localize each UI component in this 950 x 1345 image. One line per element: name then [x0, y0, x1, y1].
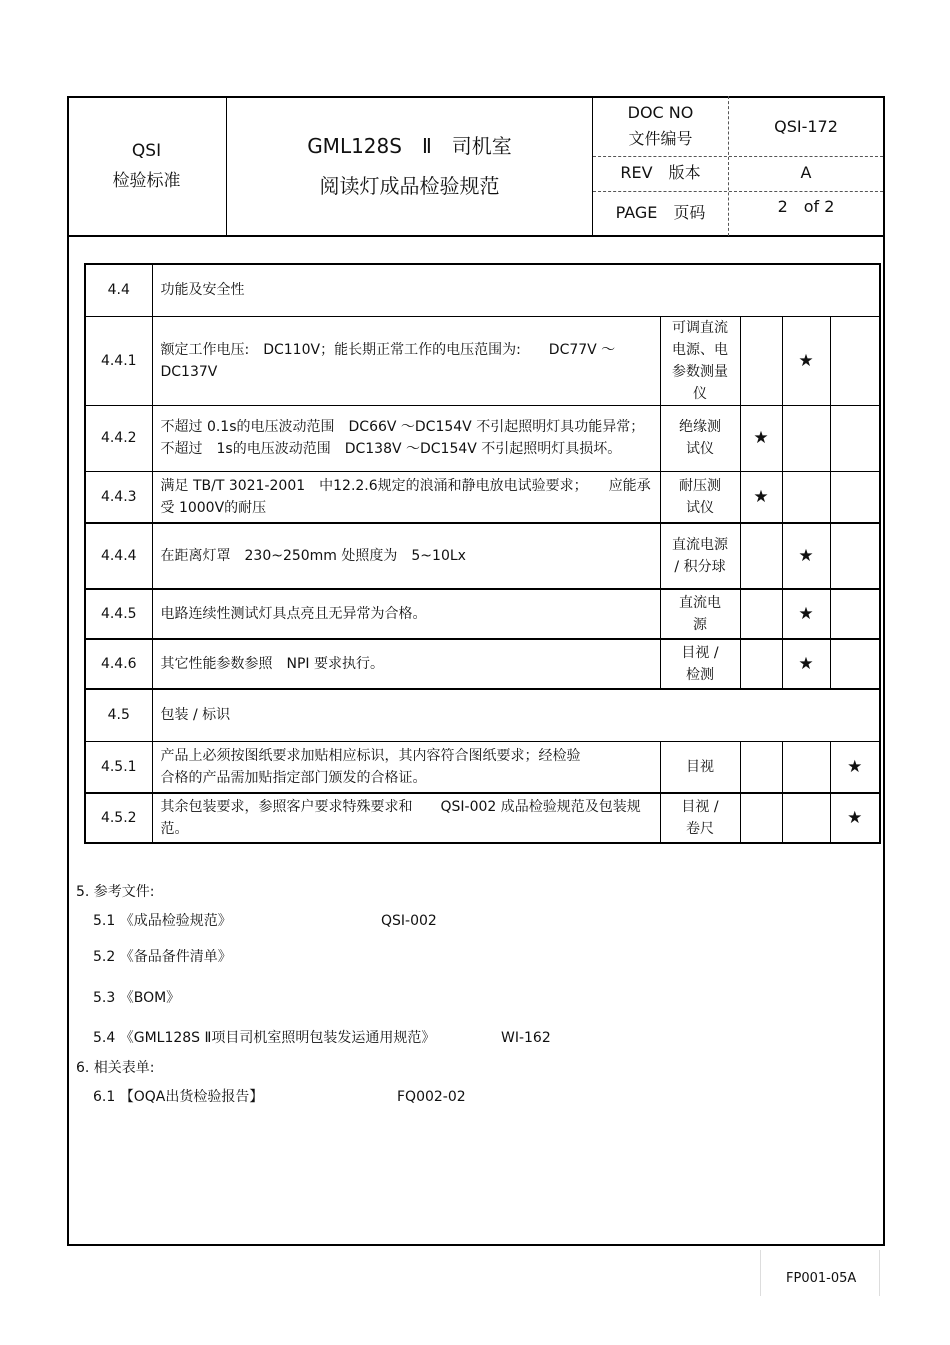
page-value: 2 of 2 — [777, 197, 835, 216]
section-heading: 功能及安全性 — [152, 264, 880, 316]
table-row — [85, 316, 880, 405]
form-item: 6.1 【OQA出货检验报告】 — [93, 1089, 264, 1105]
item-description: 电路连续性测试灯具点亮且无异常为合格。 — [152, 589, 660, 639]
table-row — [85, 793, 880, 843]
item-instrument: 绝缘测试仪 — [660, 405, 740, 471]
section-heading: 包装 / 标识 — [152, 689, 880, 741]
rev-value: A — [800, 163, 812, 182]
item-number: 4.4.2 — [85, 405, 152, 471]
star-mark: ★ — [740, 471, 782, 523]
item-number: 4.5.2 — [85, 793, 152, 843]
item-number: 4.5 — [85, 689, 152, 741]
item-description: 产品上必须按图纸要求加贴相应标识，其内容符合图纸要求；经检验合格的产品需加贴指定部门颁发的合格证。 — [152, 741, 660, 793]
org-name: QSI — [131, 141, 162, 161]
table-row — [85, 589, 880, 639]
item-description: 其余包装要求，参照客户要求特殊要求和 QSI-002 成品检验规范及包装规范。 — [152, 793, 660, 843]
reference-item: 5.2 《备品备件清单》 — [93, 949, 232, 965]
star-mark: ★ — [782, 523, 830, 589]
footer-code: FP001-05A — [786, 1271, 857, 1286]
reference-item: 5.4 《GML128S Ⅱ项目司机室照明包装发运通用规范》 — [93, 1030, 436, 1046]
title-line-1: GML128S Ⅱ 司机室 — [307, 134, 512, 158]
org-subtitle: 检验标准 — [112, 171, 181, 191]
item-instrument: 可调直流电源、电参数测量仪 — [660, 316, 740, 405]
item-instrument: 目视 / 卷尺 — [660, 793, 740, 843]
table-row — [85, 639, 880, 689]
table-row — [85, 523, 880, 589]
item-number: 4.4.5 — [85, 589, 152, 639]
table-row — [85, 405, 880, 471]
item-number: 4.4.6 — [85, 639, 152, 689]
item-description: 满足 TB/T 3021-2001 中12.2.6规定的浪涌和静电放电试验要求； 应能承受 1000V的耐压 — [152, 471, 660, 523]
item-number: 4.5.1 — [85, 741, 152, 793]
reference-item: 5.3 《BOM》 — [93, 990, 181, 1006]
org-block — [67, 126, 226, 206]
document-header — [67, 96, 885, 237]
item-instrument: 目视 / 检测 — [660, 639, 740, 689]
inspection-table — [84, 263, 881, 844]
document-title — [227, 124, 592, 208]
star-mark: ★ — [782, 316, 830, 405]
title-line-2: 阅读灯成品检验规范 — [319, 174, 500, 198]
item-description: 不超过 0.1s的电压波动范围 DC66V ～DC154V 不引起照明灯具功能异常；不超过 1s的电压波动范围 DC138V ～DC154V 不引起照明灯具损坏。 — [152, 405, 660, 471]
star-mark: ★ — [782, 639, 830, 689]
item-number: 4.4.1 — [85, 316, 152, 405]
table-row — [85, 264, 880, 316]
table-row — [85, 471, 880, 523]
item-instrument: 耐压测试仪 — [660, 471, 740, 523]
references-title: 5. 参考文件: — [76, 884, 155, 900]
table-row — [85, 689, 880, 741]
star-mark: ★ — [830, 793, 880, 843]
item-instrument: 直流电源 — [660, 589, 740, 639]
doc-no-label: DOC NO 文件编号 — [627, 103, 694, 148]
forms-title: 6. 相关表单: — [76, 1060, 155, 1076]
item-instrument: 直流电源 / 积分球 — [660, 523, 740, 589]
item-number: 4.4.3 — [85, 471, 152, 523]
item-instrument: 目视 — [660, 741, 740, 793]
item-number: 4.4 — [85, 264, 152, 316]
rev-label: REV 版本 — [620, 163, 701, 182]
item-number: 4.4.4 — [85, 523, 152, 589]
reference-item: 5.1 《成品检验规范》 — [93, 913, 232, 929]
reference-code: WI-162 — [501, 1030, 551, 1046]
form-code: FQ002-02 — [397, 1089, 466, 1105]
star-mark: ★ — [782, 589, 830, 639]
reference-code: QSI-002 — [381, 913, 437, 929]
item-description: 在距离灯罩 230~250mm 处照度为 5~10Lx — [152, 523, 660, 589]
star-mark: ★ — [740, 405, 782, 471]
item-description: 其它性能参数参照 NPI 要求执行。 — [152, 639, 660, 689]
item-description: 额定工作电压: DC110V；能长期正常工作的电压范围为: DC77V ～ DC137V — [152, 316, 660, 405]
star-mark: ★ — [830, 741, 880, 793]
page-label: PAGE 页码 — [615, 203, 706, 222]
table-row — [85, 741, 880, 793]
doc-no-value: QSI-172 — [774, 117, 838, 136]
